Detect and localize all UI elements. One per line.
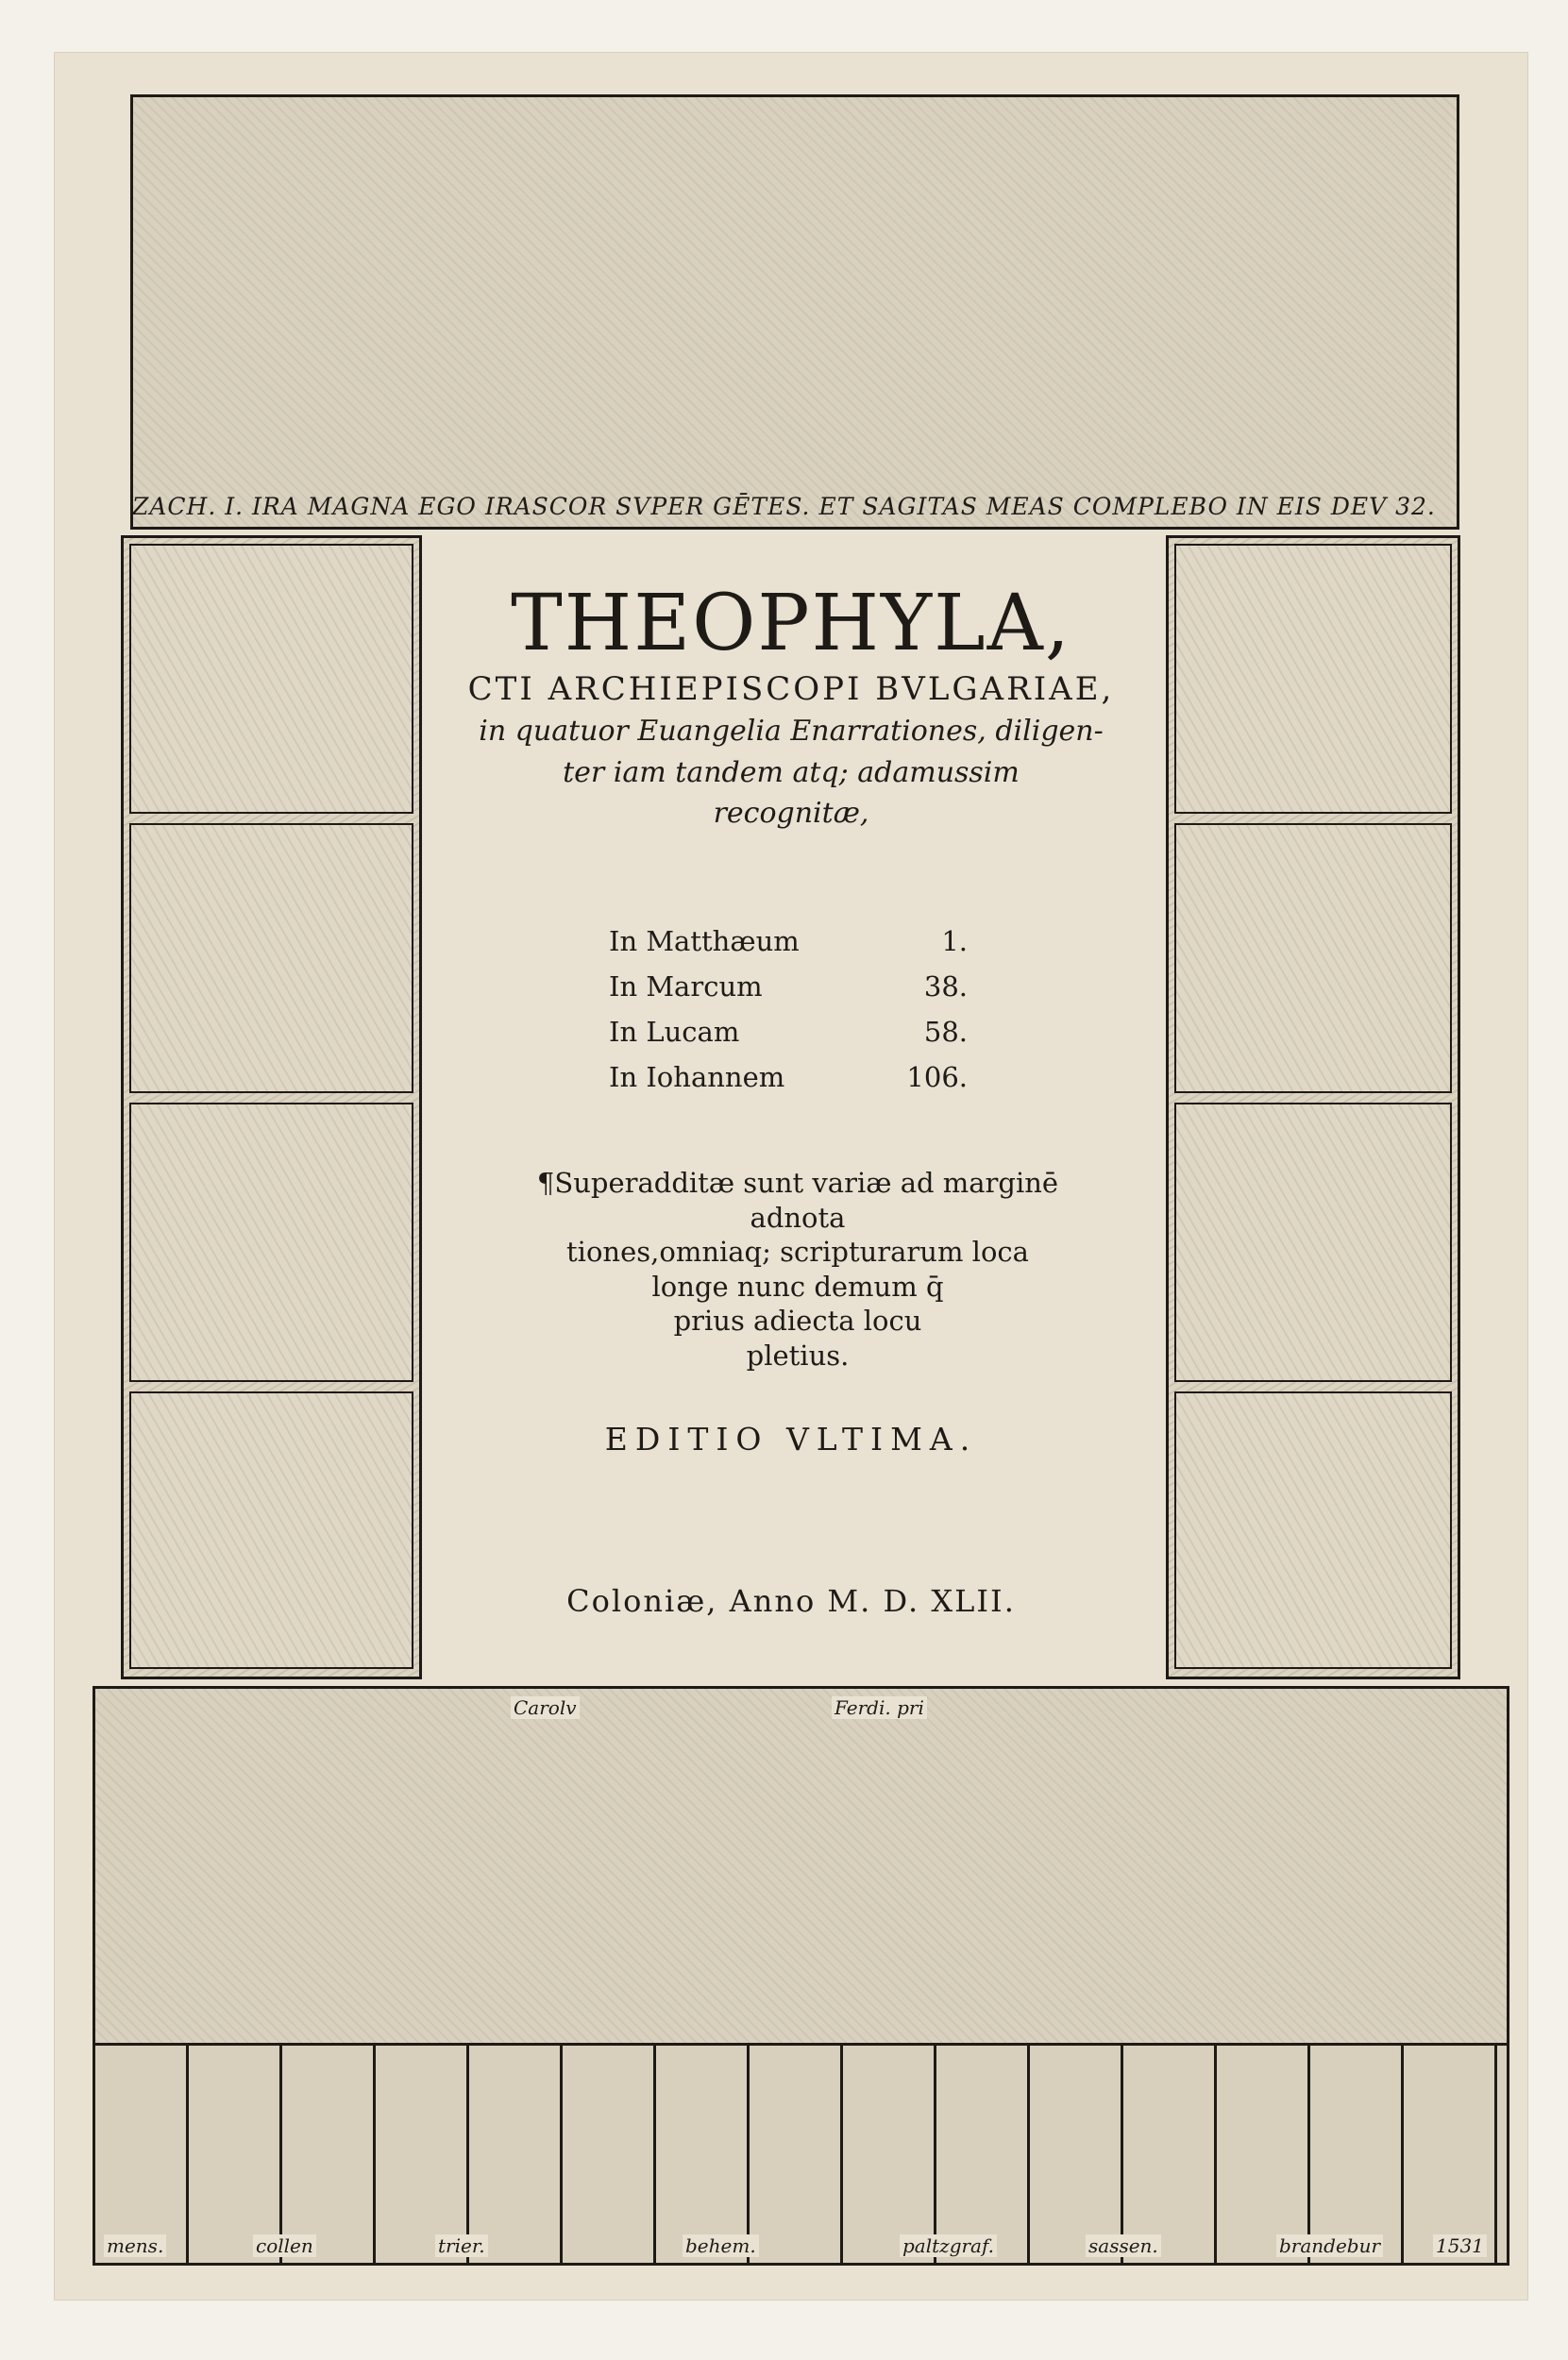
contents-page: 1. [941,925,968,957]
contents-page: 106. [906,1061,968,1093]
note-line: pletius. [746,1339,850,1372]
arms-label: trier. [435,2234,488,2257]
note-line: ¶Superadditæ sunt variæ ad marginē adnota [536,1167,1059,1234]
contents-row [609,1061,968,1106]
contents-label: In Matthæum [609,925,800,957]
portrait-label-charles: Carolv [511,1696,580,1719]
arms-labels [93,2233,1504,2261]
top-motto: ZACH. I. IRA MAGNA EGO IRASCOR SVPER GĒTES. ET SAGITAS MEAS COMPLEBO IN EIS DEV 32. [132,493,1436,520]
arms-label: brandebur [1276,2234,1383,2257]
note-line: tiones,omniaq; scripturarum loca [566,1236,1029,1269]
title-sub: CTI ARCHIEPISCOPI BVLGARIAE, [467,670,1115,708]
note-block [505,1166,1090,1373]
contents-row [609,970,968,1016]
contents-row [609,1016,968,1061]
arms-label: mens. [104,2234,166,2257]
arms-label: paltzgraf. [900,2234,997,2257]
evangelist-panel [1174,1391,1452,1669]
contents-label: In Iohannem [609,1061,785,1093]
imprint-line: Coloniæ, Anno M. D. XLII. [566,1583,1016,1619]
title-main: THEOPHYLA, [511,579,1071,668]
note-line: prius adiecta locu [673,1305,922,1338]
evangelist-panel [129,1391,413,1669]
contents-list [609,925,968,1106]
contents-page: 58. [923,1016,968,1048]
evangelist-panel [1174,1103,1452,1382]
title-block [423,566,1159,832]
top-woodcut-border [130,94,1459,530]
portrait-label-ferdinand: Ferdi. pri [832,1696,927,1719]
arms-label: collen [253,2234,316,2257]
edition-line: EDITIO VLTIMA. [604,1421,978,1458]
evangelist-panel [129,1103,413,1382]
evangelist-panel [129,823,413,1093]
right-evangelist-border [1166,535,1460,1679]
coats-of-arms-row [95,2043,1507,2263]
left-evangelist-border [121,535,422,1679]
contents-page: 38. [923,970,968,1003]
contents-label: In Marcum [609,970,763,1003]
contents-label: In Lucam [609,1016,740,1048]
arms-label: sassen. [1086,2234,1161,2257]
evangelist-panel [1174,544,1452,814]
evangelist-panel [1174,823,1452,1093]
note-line: longe nunc demum q̄ [651,1270,944,1303]
arms-label: behem. [683,2234,759,2257]
contents-row [609,925,968,970]
title-desc-line: ter iam tandem atq; adamussim [563,755,1020,789]
arms-label: 1531 [1433,2234,1487,2257]
evangelist-panel [129,544,413,814]
bottom-woodcut-border [93,1686,1509,2266]
title-desc-line: in quatuor Euangelia Enarrationes, diligen- [479,715,1104,748]
title-desc-line: recognitæ, [713,797,869,830]
